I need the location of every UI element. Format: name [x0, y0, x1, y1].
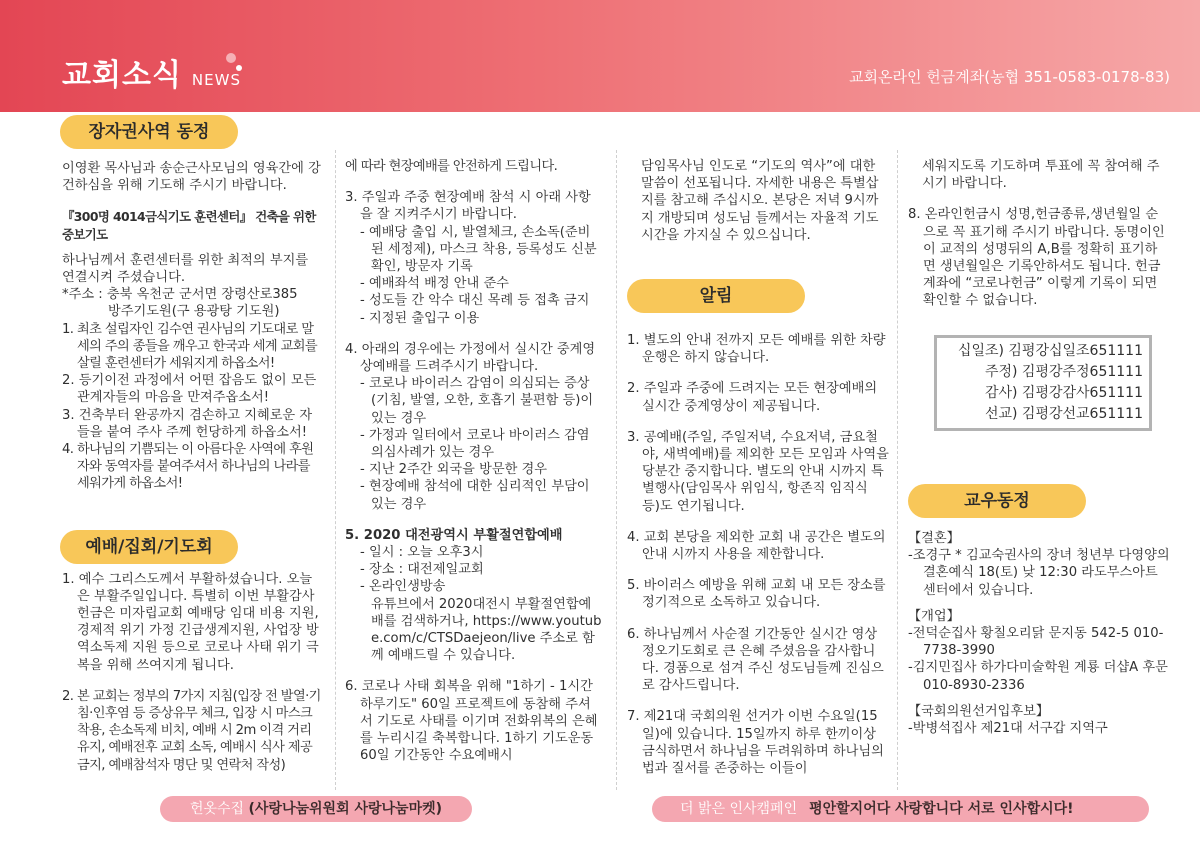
- rule-item: - 지정된 출입구 이용: [360, 310, 480, 326]
- notice-item: 4. 교회 본당을 제외한 교회 내 공간은 별도의 안내 시까지 사용을 제한합니다.: [627, 529, 886, 563]
- notice-item: 8. 온라인헌금시 성명,헌금종류,생년월일 순으로 꼭 표기해 주시기 바랍니다. 동명이인이 교적의 성명뒤의 A,B를 정확히 표기하면 생년월일은 기록안하셔도 됩니다. 헌금계좌에 “코로나헌금” 이렇게 기록이 되면 확인할 수 없습니다.: [908, 207, 1165, 309]
- worship-item: 3. 주일과 주중 현장예배 참석 시 아래 사항을 잘 지켜주시기 바랍니다.: [345, 190, 591, 223]
- banner-bold-text: (사랑나눔위원회 사랑나눔마켓): [248, 801, 443, 817]
- section-title-worship: 예배/집회/기도회: [60, 530, 238, 564]
- title-ko: 교회소식: [62, 58, 182, 93]
- notice-item: 1. 별도의 안내 전까지 모든 예배를 위한 차량 운행은 하지 않습니다.: [627, 333, 886, 366]
- column-4: [908, 158, 1170, 310]
- rule-item: - 가정과 일터에서 코로나 바이러스 감염 의심사례가 있는 경우: [360, 427, 590, 461]
- prayer-item: 1. 최초 설립자인 김수연 권사님의 기도대로 말세의 주의 종들을 깨우고 한국과 세계 교회를살릴 훈련센터가 세워지게 하옵소서!: [62, 321, 318, 372]
- address-line: 방주기도원(구 용광탕 기도원): [108, 304, 280, 320]
- worship-continued: 에 따라 현장예배를 안전하게 드립니다.: [345, 159, 558, 174]
- account-line: 십일조) 김평강십일조651111: [957, 343, 1143, 359]
- section-title-funeral: 장자권사역 동정: [60, 115, 238, 149]
- opening-heading: 【개업】: [908, 608, 960, 624]
- column-2: [345, 158, 603, 765]
- election-heading: 【국회의원선거입후보】: [908, 703, 1050, 719]
- wedding-heading: 【결혼】: [908, 531, 960, 546]
- rule-item: - 성도들 간 악수 대신 목례 등 접촉 금지: [360, 293, 590, 309]
- header-banner: [0, 0, 1200, 112]
- banner-label: 더 밝은 인사캠페인: [680, 801, 798, 817]
- online-offering-account: 교회온라인 헌금계좌(농협 351-0583-0178-83): [849, 68, 1170, 86]
- training-center-text: 하나님께서 훈련센터를 위한 최적의 부지를 연결시켜 주셨습니다.: [62, 252, 309, 286]
- column-divider: [335, 150, 336, 790]
- section-title-notice: 알림: [627, 279, 805, 313]
- prayer-history: 담임목사님 인도로 “기도의 역사”에 대한 말씀이 선포됩니다. 자세한 내용은 특별삽지를 참고해 주십시오. 본당은 저녁 9시까지 개방되며 성도님 들께서는 자율적 기도시간을 가지실 수 있으십니다.: [641, 159, 879, 243]
- notice-item: 5. 바이러스 예방을 위해 교회 내 모든 장소를 정기적으로 소독하고 있습니다.: [627, 578, 886, 611]
- account-line: 선교) 김평강선교651111: [984, 406, 1143, 422]
- worship-item: 4. 아래의 경우에는 가정에서 실시간 중계영상예배를 드려주시기 바랍니다.: [345, 341, 596, 375]
- address-line: *주소 : 충북 옥천군 군서면 장령산로385: [62, 287, 298, 303]
- rule-item: - 장소 : 대전제일교회: [360, 562, 484, 578]
- prayer-pastor: 이영환 목사님과 송순근사모님의 영육간에 강건하심을 위해 기도해 주시기 바랍니다.: [62, 161, 321, 194]
- notice-item: 2. 주일과 주중에 드려지는 모든 현장예배의 실시간 중계영상이 제공됩니다.: [627, 381, 878, 414]
- notice-item: 6. 하나님께서 사순절 기간동안 실시간 영상 정오기도회로 큰 은혜 주셨음을 감사합니다. 경품으로 섬겨 주신 성도님들께 진심으로 감사드립니다.: [627, 626, 884, 694]
- opening-item: -김지민집사 하가다미술학원 계룡 더샵A 후문 010-8930-2336: [908, 660, 1168, 693]
- greeting-campaign-banner: [652, 796, 1149, 822]
- notice-item: 7. 제21대 국회의원 선거가 이번 수요일(15일)에 있습니다. 15일까지 하루 한끼이상 금식하면서 하나님을 두려워하며 하나님의 법과 질서를 존중하는 이들이: [627, 709, 884, 777]
- rule-item: - 온라인생방송: [360, 579, 446, 595]
- rule-item: - 예배당 출입 시, 발열체크, 손소독(준비된 세정제), 마스크 착용, 등록성도 신분 확인, 방문자 기록: [360, 224, 597, 275]
- decor-dot-icon: [226, 53, 236, 63]
- prayer-item: 3. 건축부터 완공까지 겸손하고 지혜로운 자들을 붙여 주사 주께 헌당하게 하옵소서!: [62, 407, 313, 440]
- prayer-item: 4. 하나님의 기쁨되는 이 아름다운 사역에 후원자와 동역자를 붙여주셔서 하나님의 나라를 세워가게 하옵소서!: [62, 442, 314, 492]
- worship-item: 1. 예수 그리스도께서 부활하셨습니다. 오늘은 부활주일입니다. 특별히 이번 부활감사헌금은 미자립교회 예배당 임대 비용 지원, 경제적 위기 가정 긴급생계지원, 사업장 방역소독제 지원 등으로 코로나 사태 위기 극복을 위해 쓰여지게 됩니다.: [62, 571, 319, 673]
- title-en: NEWS: [191, 71, 241, 89]
- fellowship-list: [908, 528, 1170, 737]
- youtube-info: 유튜브에서 2020대전시 부활절연합예배를 검색하거나, https://www.youtube.com/c/CTSDaejeon/live 주소로 함께 예배드릴 수 있습니다.: [371, 596, 602, 664]
- wedding-item: -조경구 * 김교숙권사의 장녀 청년부 다영양의 결혼예식 18(토) 낮 12:30 라도무스아트센터에서 있습니다.: [908, 548, 1170, 598]
- column-divider: [616, 150, 617, 790]
- training-center-heading: 『300명 4014금식기도 훈련센터』 건축을 위한 중보기도: [62, 209, 316, 242]
- rule-item: - 예배좌석 배정 안내 준수: [360, 276, 509, 292]
- rule-item: - 일시 : 오늘 오후3시: [360, 545, 484, 561]
- rule-item: - 현장예배 참석에 대한 심리적인 부담이 있는 경우: [360, 479, 590, 512]
- banner-label: 헌옷수집: [189, 801, 245, 817]
- page-title: [62, 50, 241, 94]
- rule-item: - 코로나 바이러스 감염이 의심되는 증상(기침, 발열, 오한, 호흡기 불편함 등)이 있는 경우: [360, 376, 594, 426]
- worship-item: 2. 본 교회는 정부의 7가지 지침(입장 전 발열·기침·인후염 등 증상유무 체크, 입장 시 마스크 착용, 손소독제 비치, 예배 시 2m 이격 거리 유지, 예배전후 교회 소독, 예배시 식사 제공 금지, 예배참석자 명단 및 연락처 작성): [62, 688, 321, 773]
- column-1: [62, 160, 324, 774]
- rule-item: - 지난 2주간 외국을 방문한 경우: [360, 462, 547, 478]
- opening-item: -전덕순집사 황칠오리닭 문지동 542-5 010-7738-3990: [908, 626, 1164, 659]
- column-3: [627, 158, 889, 777]
- section-title-fellowship: 교우동정: [908, 484, 1086, 518]
- notice-item: 3. 공예배(주일, 주일저녁, 수요저녁, 금요철야, 새벽예배)를 제외한 모든 모임과 사역을 당분간 중지합니다. 별도의 안내 시까지 특별행사(담임목사 위임식, 항존직 임직식 등)도 연기됩니다.: [627, 429, 889, 514]
- account-line: 주정) 김평강주정651111: [984, 364, 1143, 380]
- offering-account-box: [934, 335, 1152, 431]
- decor-dot-small-icon: [236, 65, 242, 71]
- election-item: -박병석집사 제21대 서구갑 지역구: [908, 721, 1108, 737]
- account-line: 감사) 김평강감사651111: [984, 385, 1143, 401]
- clothes-collection-banner: [160, 796, 472, 822]
- banner-bold-text: 평안할지어다 사랑합니다 서로 인사합시다!: [809, 801, 1074, 817]
- column-divider: [897, 150, 898, 790]
- prayer-item: 2. 등기이전 과정에서 어떤 잡음도 없이 모든 관계자들의 마음을 만져주옵소서!: [62, 373, 317, 406]
- vote-continued: 세워지도록 기도하며 투표에 꼭 참여해 주시기 바랍니다.: [922, 159, 1160, 192]
- worship-item: 5. 2020 대전광역시 부활절연합예배: [345, 527, 563, 543]
- worship-item: 6. 코로나 사태 회복을 위해 "1하기 - 1시간 하루기도" 60일 프로젝트에 동참해 주셔서 기도로 사태를 이기며 전화위복의 은혜를 누리시길 축복합니다. 1하기 기도운동 60일 기간동안 수요예배시: [345, 679, 598, 764]
